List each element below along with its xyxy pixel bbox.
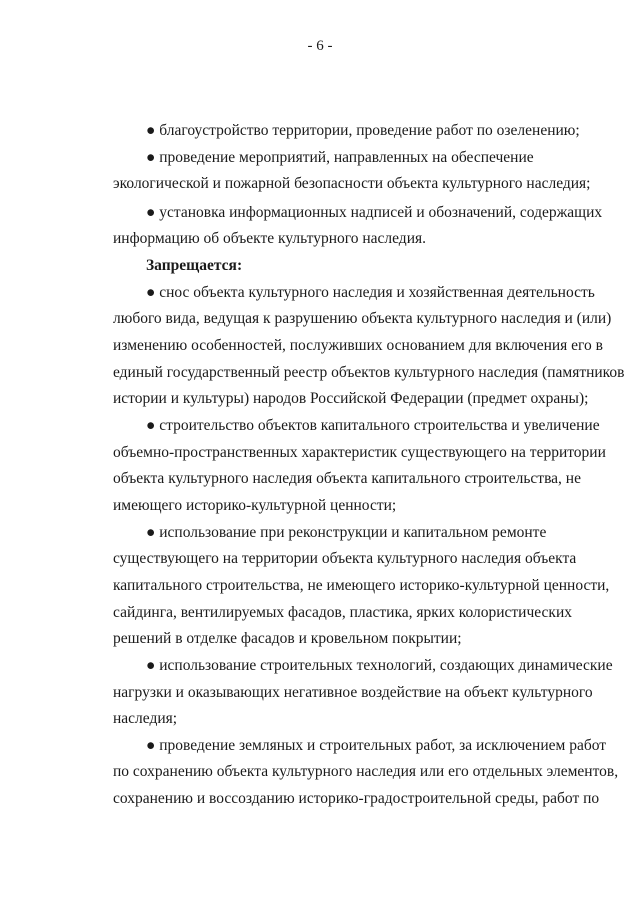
section-heading: Запрещается:	[146, 257, 243, 274]
text-line: экологической и пожарной безопасности объекта культурного наследия;	[113, 175, 591, 192]
text-line: решений в отделке фасадов и кровельном покрытии;	[113, 630, 462, 647]
text-line: существующего на территории объекта культурного наследия объекта	[113, 550, 577, 567]
text-line: единый государственный реестр объектов культурного наследия (памятников	[113, 364, 625, 381]
text-line: информацию об объекте культурного наследия.	[113, 230, 426, 247]
text-line: изменению особенностей, послуживших основанием для включения его в	[113, 337, 603, 354]
text-line: ● проведение мероприятий, направленных на обеспечение	[146, 149, 534, 166]
text-line: ● благоустройство территории, проведение работ по озеленению;	[146, 122, 580, 139]
text-line: имеющего историко-культурной ценности;	[113, 497, 397, 514]
text-line: ● установка информационных надписей и обозначений, содержащих	[146, 204, 603, 221]
text-line: объекта культурного наследия объекта капитального строительства, не	[113, 470, 581, 487]
text-line: любого вида, ведущая к разрушению объекта культурного наследия и (или)	[113, 310, 612, 327]
text-line: ● строительство объектов капитального строительства и увеличение	[146, 417, 600, 434]
text-line: нагрузки и оказывающих негативное воздействие на объект культурного	[113, 684, 593, 701]
text-line: ● использование при реконструкции и капитальном ремонте	[146, 524, 547, 541]
text-line: объемно-пространственных характеристик существующего на территории	[113, 444, 606, 461]
text-line: истории и культуры) народов Российской Федерации (предмет охраны);	[113, 390, 589, 407]
text-line: ● использование строительных технологий, создающих динамические	[146, 657, 613, 674]
text-line: сохранению и воссозданию историко-градостроительной среды, работ по	[113, 790, 600, 807]
text-line: по сохранению объекта культурного наследия или его отдельных элементов,	[113, 763, 619, 780]
text-line: ● снос объекта культурного наследия и хозяйственная деятельность	[146, 284, 595, 301]
text-line: сайдинга, вентилируемых фасадов, пластика, ярких колористических	[113, 604, 572, 621]
page-number: - 6 -	[307, 38, 333, 54]
text-line: ● проведение земляных и строительных работ, за исключением работ	[146, 737, 607, 754]
text-line: капитального строительства, не имеющего историко-культурной ценности,	[113, 577, 610, 594]
text-line: наследия;	[113, 710, 178, 727]
